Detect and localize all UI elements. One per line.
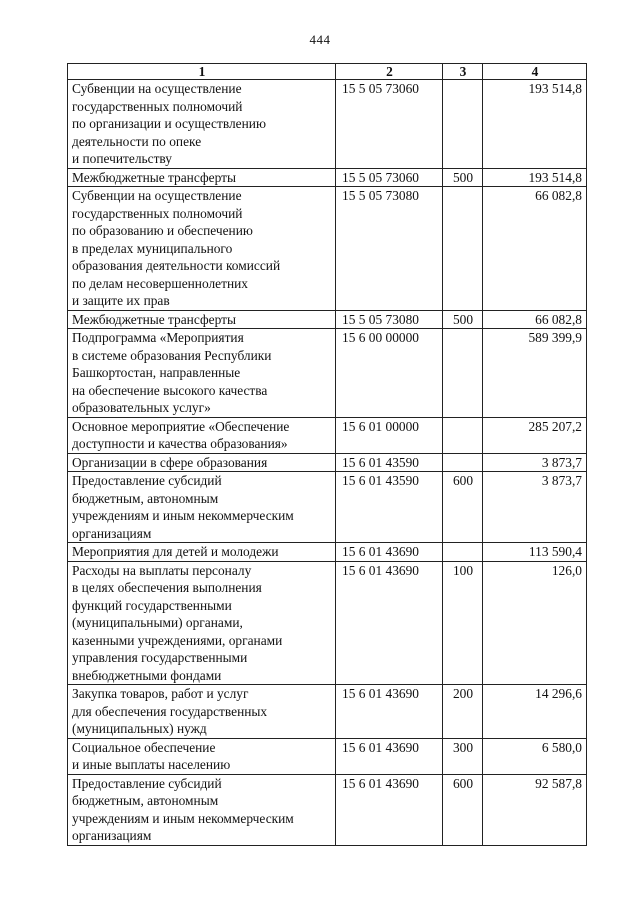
- row-code: 15 6 01 00000: [336, 417, 443, 453]
- row-code: 15 6 01 43590: [336, 453, 443, 472]
- row-type: [443, 417, 483, 453]
- row-name: Основное мероприятие «Обеспечение доступности и качества образования»: [68, 417, 336, 453]
- row-name: Расходы на выплаты персоналу в целях обеспечения выполнения функций государственными (муниципальными) органами, казенными учреждениями, органами управления государственными внебюджетными фондами: [68, 561, 336, 685]
- row-name: Межбюджетные трансферты: [68, 168, 336, 187]
- table-row: [68, 685, 587, 739]
- row-type: 500: [443, 310, 483, 329]
- row-amount: 6 580,0: [483, 738, 587, 774]
- row-name: Субвенции на осуществление государственных полномочий по организации и осуществлению деятельности по опеке и попечительству: [68, 80, 336, 169]
- row-type: 500: [443, 168, 483, 187]
- page-number: 444: [309, 32, 331, 47]
- header-row: [68, 64, 587, 80]
- header-col-3: 3: [443, 64, 483, 80]
- row-type: [443, 543, 483, 562]
- row-name: Предоставление субсидий бюджетным, автономным учреждениям и иным некоммерческим организациям: [68, 472, 336, 543]
- row-amount: 3 873,7: [483, 472, 587, 543]
- row-name: Предоставление субсидий бюджетным, автономным учреждениям и иным некоммерческим организациям: [68, 774, 336, 845]
- header-col-2: 2: [336, 64, 443, 80]
- row-type: 200: [443, 685, 483, 739]
- header-col-1: 1: [68, 64, 336, 80]
- table-row: [68, 168, 587, 187]
- row-amount: 193 514,8: [483, 168, 587, 187]
- row-amount: 113 590,4: [483, 543, 587, 562]
- row-code: 15 6 01 43690: [336, 685, 443, 739]
- table-row: [68, 543, 587, 562]
- table-row: [68, 310, 587, 329]
- row-amount: 193 514,8: [483, 80, 587, 169]
- row-code: 15 6 01 43690: [336, 561, 443, 685]
- row-type: [443, 329, 483, 418]
- row-amount: 3 873,7: [483, 453, 587, 472]
- row-code: 15 5 05 73060: [336, 168, 443, 187]
- row-amount: 126,0: [483, 561, 587, 685]
- row-code: 15 6 01 43590: [336, 472, 443, 543]
- row-code: 15 6 01 43690: [336, 543, 443, 562]
- row-code: 15 6 01 43690: [336, 774, 443, 845]
- table-row: [68, 472, 587, 543]
- row-name: Подпрограмма «Мероприятия в системе образования Республики Башкортостан, направленные на обеспечение высокого качества образовательных услуг»: [68, 329, 336, 418]
- row-type: 100: [443, 561, 483, 685]
- table-body: [68, 80, 587, 846]
- row-amount: 589 399,9: [483, 329, 587, 418]
- row-name: Межбюджетные трансферты: [68, 310, 336, 329]
- row-type: [443, 187, 483, 311]
- table-row: [68, 417, 587, 453]
- header-col-4: 4: [483, 64, 587, 80]
- table-header: [68, 64, 587, 80]
- table-row: [68, 453, 587, 472]
- row-amount: 66 082,8: [483, 310, 587, 329]
- row-code: 15 5 05 73080: [336, 187, 443, 311]
- table-row: [68, 561, 587, 685]
- row-type: 600: [443, 774, 483, 845]
- table-row: [68, 738, 587, 774]
- row-type: [443, 453, 483, 472]
- row-amount: 14 296,6: [483, 685, 587, 739]
- table-row: [68, 187, 587, 311]
- row-code: 15 5 05 73080: [336, 310, 443, 329]
- row-amount: 66 082,8: [483, 187, 587, 311]
- row-amount: 285 207,2: [483, 417, 587, 453]
- row-code: 15 6 01 43690: [336, 738, 443, 774]
- row-name: Мероприятия для детей и молодежи: [68, 543, 336, 562]
- row-name: Субвенции на осуществление государственных полномочий по образованию и обеспечению в пределах муниципального образования деятельности комиссий по делам несовершеннолетних и защите их прав: [68, 187, 336, 311]
- row-type: [443, 80, 483, 169]
- row-name: Организации в сфере образования: [68, 453, 336, 472]
- row-type: 600: [443, 472, 483, 543]
- row-code: 15 5 05 73060: [336, 80, 443, 169]
- row-code: 15 6 00 00000: [336, 329, 443, 418]
- table-row: [68, 329, 587, 418]
- table-row: [68, 80, 587, 169]
- budget-table: [67, 63, 587, 846]
- row-name: Социальное обеспечение и иные выплаты населению: [68, 738, 336, 774]
- row-amount: 92 587,8: [483, 774, 587, 845]
- row-name: Закупка товаров, работ и услуг для обеспечения государственных (муниципальных) нужд: [68, 685, 336, 739]
- row-type: 300: [443, 738, 483, 774]
- table-row: [68, 774, 587, 845]
